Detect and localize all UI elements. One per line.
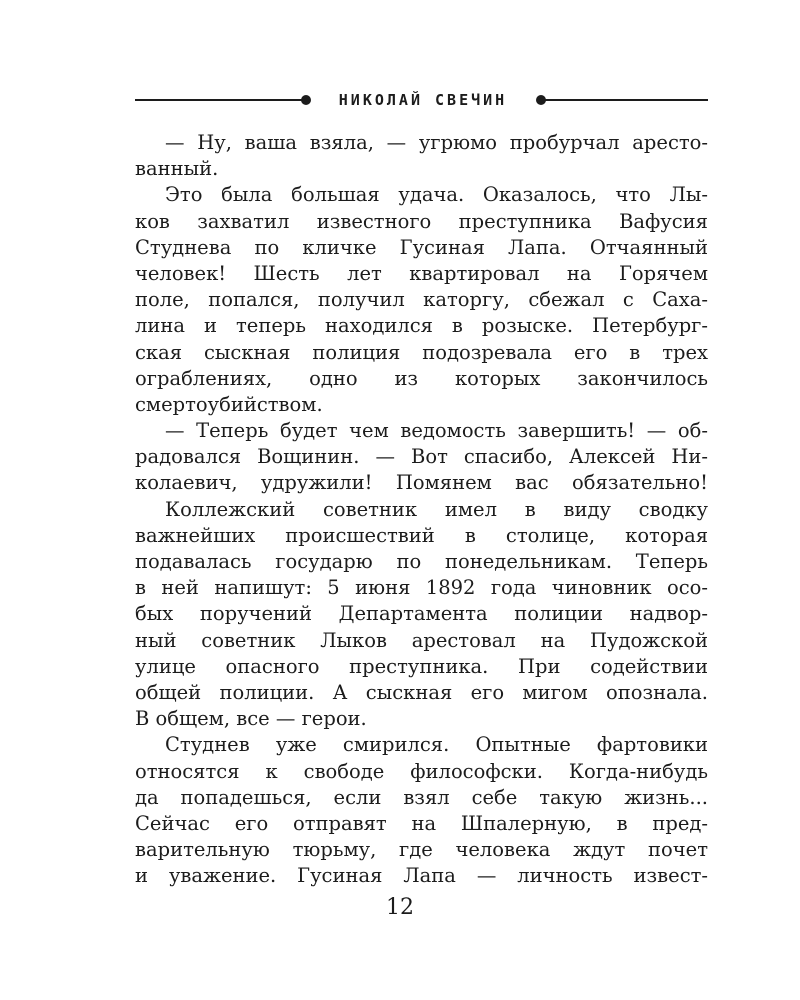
text-line: человек! Шесть лет квартировал на Горячем: [135, 261, 708, 285]
header-rule-left: [135, 99, 302, 101]
text-line: Это была большая удача. Оказалось, что Лы-: [165, 183, 708, 207]
text-line: ный советник Лыков арестовал на Пудожской: [135, 628, 708, 652]
text-line: колаевич, удружили! Помянем вас обязательно!: [135, 471, 708, 495]
text-line: — Теперь будет чем ведомость завершить! — об-: [165, 419, 708, 443]
text-line: подавалась государю по понедельникам. Теперь: [135, 550, 708, 573]
text-line: относятся к свободе философски. Когда-нибудь: [135, 759, 708, 783]
text-line: лина и теперь находился в розыске. Петербург-: [135, 314, 708, 338]
text-line: ская сыскная полиция подозревала его в трех: [135, 340, 708, 364]
text-line: Студнева по кличке Гусиная Лапа. Отчаянный: [135, 235, 708, 259]
text-line: бых поручений Департамента полиции надвор-: [135, 602, 708, 626]
text-line: важнейших происшествий в столице, которая: [135, 523, 708, 547]
text-line: радовался Вощинин. — Вот спасибо, Алексей Ни-: [135, 445, 708, 469]
text-line: В общем, все — герои.: [135, 707, 367, 731]
header-author-name: НИКОЛАЙ СВЕЧИН: [338, 91, 508, 109]
text-line: улице опасного преступника. При содействии: [135, 654, 708, 678]
text-line: — Ну, ваша взяла, — угрюмо пробурчал аресто-: [165, 131, 708, 154]
text-line: да попадешься, если взял себе такую жизнь...: [135, 785, 708, 809]
running-header: [135, 90, 708, 110]
text-line: Сейчас его отправят на Шпалерную, в пред-: [135, 811, 708, 835]
page-number: 12: [386, 895, 414, 920]
text-line: варительную тюрьму, где человека ждут почет: [135, 838, 708, 862]
text-line: общей полиции. А сыскная его мигом опознала.: [135, 680, 708, 704]
text-line: ограблениях, одно из которых закончилось: [135, 366, 708, 390]
text-line: ванный.: [135, 157, 219, 181]
text-line: и уважение. Гусиная Лапа — личность извест-: [135, 864, 708, 888]
text-line: ков захватил известного преступника Вафусия: [135, 209, 708, 233]
body-text: [135, 130, 708, 889]
text-line: в ней напишут: 5 июня 1892 года чиновник осо-: [135, 576, 708, 600]
text-line: Коллежский советник имел в виду сводку: [165, 497, 708, 521]
header-bullet-left: [301, 95, 311, 105]
text-line: смертоубийством.: [135, 392, 323, 416]
text-line: Студнев уже смирился. Опытные фартовики: [165, 733, 708, 757]
header-rule-right: [543, 99, 708, 101]
text-line: поле, попался, получил каторгу, сбежал с Саха-: [135, 288, 708, 312]
